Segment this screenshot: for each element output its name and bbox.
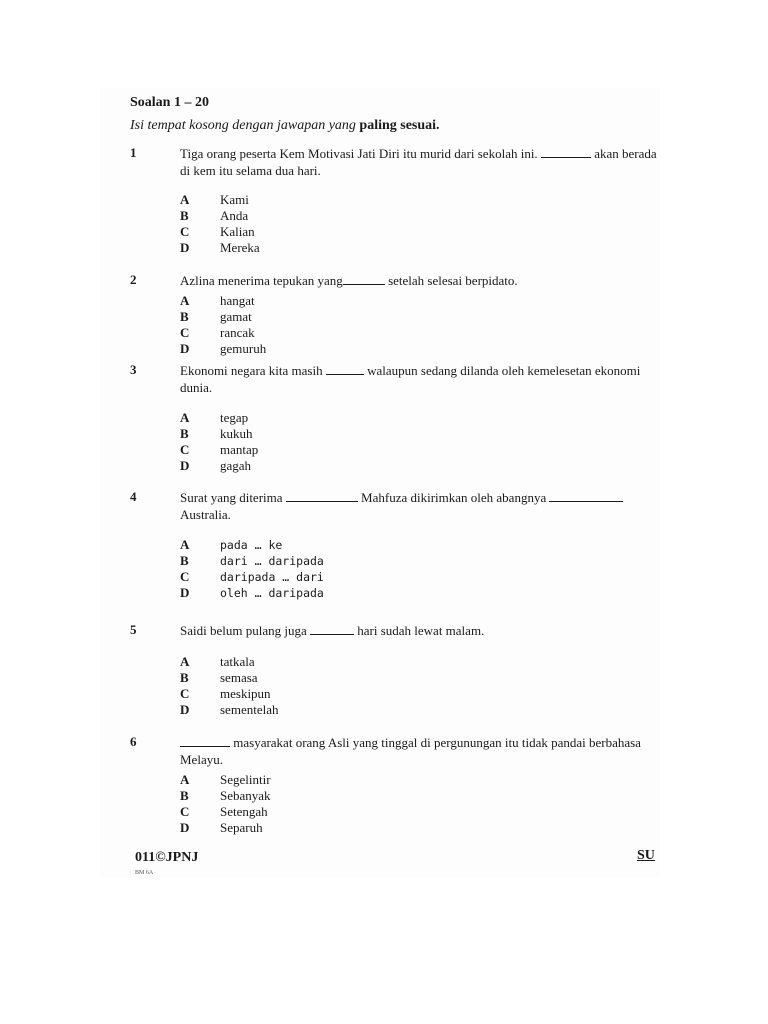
question-text <box>180 272 660 289</box>
option-text: Kami <box>220 192 249 207</box>
question-text-part: Saidi belum pulang juga <box>180 623 307 638</box>
question-text-part: walaupun sedang dilanda oleh kemelesetan ekonomi dunia. <box>180 363 641 395</box>
option-text: Sebanyak <box>220 788 271 803</box>
option-letter: A <box>180 293 190 308</box>
option-letter: A <box>180 772 190 787</box>
option-text: tatkala <box>220 654 255 669</box>
option-text: sementelah <box>220 702 279 717</box>
option-letter: D <box>180 585 190 600</box>
question-text-part: Tiga orang peserta Kem Motivasi Jati Diri itu murid dari sekolah ini. <box>180 146 538 161</box>
question-text <box>180 622 660 639</box>
option-text: rancak <box>220 325 255 340</box>
question-text-part: hari sudah lewat malam. <box>357 623 485 638</box>
option-letter: B <box>180 426 189 441</box>
option-letter: B <box>180 553 189 568</box>
option-text: dari … daripada <box>220 554 324 568</box>
option-letter: B <box>180 670 189 685</box>
option-letter: D <box>180 820 190 835</box>
option-letter: D <box>180 240 190 255</box>
option-text: kukuh <box>220 426 253 441</box>
option-letter: B <box>180 208 189 223</box>
answer-blank <box>541 145 591 158</box>
answer-blank <box>180 734 230 747</box>
answer-blank <box>343 272 385 285</box>
option-text: Segelintir <box>220 772 271 787</box>
question-text <box>180 362 660 396</box>
question-number: 4 <box>130 489 137 504</box>
answer-blank <box>326 362 364 375</box>
instruction-text: Isi tempat kosong dengan jawapan yang <box>130 118 356 133</box>
option-text: daripada … dari <box>220 570 324 584</box>
option-letter: C <box>180 224 190 239</box>
option-text: gagah <box>220 458 252 473</box>
option-text: gemuruh <box>220 341 267 356</box>
question-text-part: akan berada di kem itu selama dua hari. <box>180 146 657 178</box>
option-letter: A <box>180 192 190 207</box>
option-letter: A <box>180 654 190 669</box>
question-text-part: masyarakat orang Asli yang tinggal di pergunungan itu tidak pandai berbahasa Melayu. <box>180 735 641 767</box>
option-letter: D <box>180 702 190 717</box>
option-letter: D <box>180 341 190 356</box>
option-text: meskipun <box>220 686 271 701</box>
option-text: tegap <box>220 410 249 425</box>
question-number: 6 <box>130 734 137 749</box>
section-title: Soalan 1 – 20 <box>130 95 209 110</box>
option-letter: C <box>180 442 190 457</box>
option-letter: A <box>180 410 190 425</box>
option-letter: C <box>180 804 190 819</box>
option-text: Anda <box>220 208 249 223</box>
answer-blank <box>286 489 358 502</box>
answer-blank <box>549 489 623 502</box>
option-text: hangat <box>220 293 255 308</box>
option-text: gamat <box>220 309 252 324</box>
option-letter: C <box>180 686 190 701</box>
question-number: 5 <box>130 622 137 637</box>
option-letter: C <box>180 325 190 340</box>
question-text-part: setelah selesai berpidato. <box>388 273 518 288</box>
option-letter: C <box>180 569 190 584</box>
answer-blank <box>310 622 354 635</box>
option-letter: D <box>180 458 190 473</box>
question-text <box>180 145 660 179</box>
option-text: pada … ke <box>220 538 283 552</box>
footer-subcode: BM 6A <box>135 870 154 876</box>
option-letter: A <box>180 537 190 552</box>
option-text: mantap <box>220 442 259 457</box>
question-number: 1 <box>130 145 137 160</box>
instruction <box>130 118 440 134</box>
question-text-part: Ekonomi negara kita masih <box>180 363 323 378</box>
question-number: 3 <box>130 362 137 377</box>
option-text: Separuh <box>220 820 263 835</box>
question-text-part: Mahfuza dikirimkan oleh abangnya <box>361 490 547 505</box>
option-text: oleh … daripada <box>220 586 324 600</box>
footer-su-mark: SU <box>637 848 655 863</box>
option-text: Mereka <box>220 240 260 255</box>
option-letter: B <box>180 788 189 803</box>
option-text: Kalian <box>220 224 255 239</box>
question-text-part: Surat yang diterima <box>180 490 283 505</box>
question-text <box>180 734 660 768</box>
instruction-emphasis: paling sesuai. <box>359 118 440 133</box>
option-text: Setengah <box>220 804 268 819</box>
option-text: semasa <box>220 670 258 685</box>
question-text-part: Australia. <box>180 507 231 522</box>
option-letter: B <box>180 309 189 324</box>
footer-code: 011©JPNJ <box>135 850 199 865</box>
question-text <box>180 489 660 523</box>
question-text-part: Azlina menerima tepukan yang <box>180 273 343 288</box>
question-number: 2 <box>130 272 137 287</box>
